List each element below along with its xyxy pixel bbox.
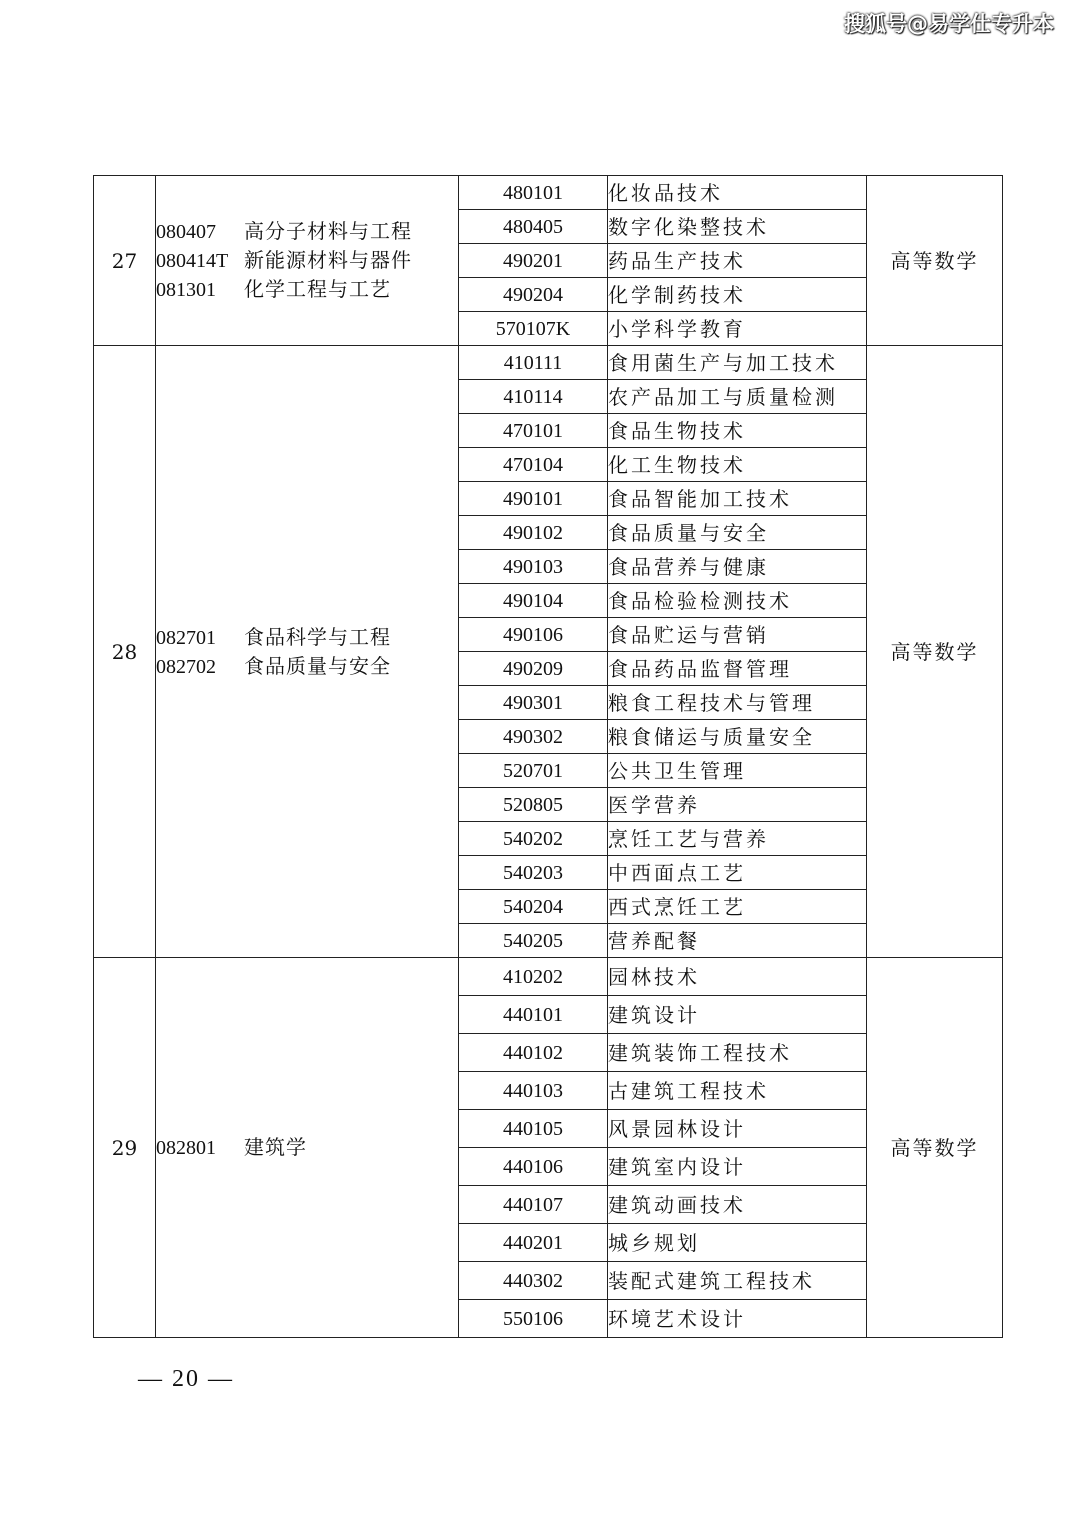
undergrad-major xyxy=(156,652,458,681)
vocational-major-code: 440105 xyxy=(459,1110,608,1148)
table-row xyxy=(94,176,1003,210)
vocational-major-name: 建筑设计 xyxy=(608,996,867,1034)
undergrad-major-code: 082702 xyxy=(156,655,216,678)
vocational-major-code: 470104 xyxy=(459,448,608,482)
table-row xyxy=(94,346,1003,380)
exam-subject: 高等数学 xyxy=(867,346,1003,958)
vocational-major-code: 480101 xyxy=(459,176,608,210)
vocational-major-code: 520805 xyxy=(459,788,608,822)
vocational-major-name: 食品质量与安全 xyxy=(608,516,867,550)
undergrad-major-name: 化学工程与工艺 xyxy=(244,277,391,301)
vocational-major-name: 建筑室内设计 xyxy=(608,1148,867,1186)
vocational-major-name: 数字化染整技术 xyxy=(608,210,867,244)
vocational-major-name: 营养配餐 xyxy=(608,924,867,958)
vocational-major-name: 小学科学教育 xyxy=(608,312,867,346)
vocational-major-code: 440106 xyxy=(459,1148,608,1186)
vocational-major-name: 食用菌生产与加工技术 xyxy=(608,346,867,380)
page-number: — 20 — xyxy=(138,1366,234,1392)
vocational-major-name: 公共卫生管理 xyxy=(608,754,867,788)
vocational-major-name: 化妆品技术 xyxy=(608,176,867,210)
undergrad-major-name: 高分子材料与工程 xyxy=(244,219,412,243)
vocational-major-name: 建筑装饰工程技术 xyxy=(608,1034,867,1072)
group-number: 29 xyxy=(94,958,156,1338)
vocational-major-name: 西式烹饪工艺 xyxy=(608,890,867,924)
undergrad-major-code: 081301 xyxy=(156,279,216,301)
vocational-major-code: 490201 xyxy=(459,244,608,278)
undergrad-major-name: 建筑学 xyxy=(244,1135,307,1159)
vocational-major-code: 490301 xyxy=(459,686,608,720)
vocational-major-code: 490302 xyxy=(459,720,608,754)
vocational-major-code: 410114 xyxy=(459,380,608,414)
vocational-major-code: 440103 xyxy=(459,1072,608,1110)
undergrad-major xyxy=(156,217,458,246)
vocational-major-code: 440201 xyxy=(459,1224,608,1262)
vocational-major-code: 540203 xyxy=(459,856,608,890)
vocational-major-name: 食品生物技术 xyxy=(608,414,867,448)
vocational-major-code: 570107K xyxy=(459,312,608,346)
vocational-major-code: 490104 xyxy=(459,584,608,618)
vocational-major-code: 440101 xyxy=(459,996,608,1034)
vocational-major-name: 中西面点工艺 xyxy=(608,856,867,890)
vocational-major-code: 490101 xyxy=(459,482,608,516)
vocational-major-name: 古建筑工程技术 xyxy=(608,1072,867,1110)
vocational-major-name: 化学制药技术 xyxy=(608,278,867,312)
vocational-major-code: 410111 xyxy=(459,346,608,380)
vocational-major-code: 470101 xyxy=(459,414,608,448)
table-row xyxy=(94,958,1003,996)
group-number: 28 xyxy=(94,346,156,958)
undergrad-major xyxy=(156,275,458,304)
vocational-major-name: 食品智能加工技术 xyxy=(608,482,867,516)
exam-subject: 高等数学 xyxy=(867,958,1003,1338)
vocational-major-code: 540205 xyxy=(459,924,608,958)
undergrad-major-code: 082701 xyxy=(156,626,216,649)
vocational-major-code: 440302 xyxy=(459,1262,608,1300)
watermark-text: 搜狐号@易学仕专升本 xyxy=(844,12,1054,36)
undergrad-major-code: 080414T xyxy=(156,250,229,272)
undergrad-major-name: 新能源材料与器件 xyxy=(244,248,412,272)
vocational-major-name: 烹饪工艺与营养 xyxy=(608,822,867,856)
vocational-major-name: 化工生物技术 xyxy=(608,448,867,482)
undergrad-major-code: 082801 xyxy=(156,1137,216,1159)
undergrad-major-name: 食品质量与安全 xyxy=(244,653,391,678)
exam-subject: 高等数学 xyxy=(867,176,1003,346)
vocational-major-code: 520701 xyxy=(459,754,608,788)
vocational-major-code: 490103 xyxy=(459,550,608,584)
vocational-major-code: 440107 xyxy=(459,1186,608,1224)
vocational-major-name: 装配式建筑工程技术 xyxy=(608,1262,867,1300)
vocational-major-code: 480405 xyxy=(459,210,608,244)
undergrad-major xyxy=(156,623,458,652)
undergrad-majors-cell xyxy=(156,958,459,1338)
undergrad-major-name: 食品科学与工程 xyxy=(244,624,391,649)
major-mapping-table xyxy=(93,175,1003,1338)
vocational-major-name: 食品营养与健康 xyxy=(608,550,867,584)
vocational-major-code: 540204 xyxy=(459,890,608,924)
vocational-major-name: 食品药品监督管理 xyxy=(608,652,867,686)
vocational-major-name: 环境艺术设计 xyxy=(608,1300,867,1338)
vocational-major-name: 食品检验检测技术 xyxy=(608,584,867,618)
vocational-major-code: 490204 xyxy=(459,278,608,312)
vocational-major-code: 550106 xyxy=(459,1300,608,1338)
vocational-major-code: 410202 xyxy=(459,958,608,996)
table-body xyxy=(94,176,1003,1338)
group-number: 27 xyxy=(94,176,156,346)
vocational-major-code: 490106 xyxy=(459,618,608,652)
vocational-major-code: 440102 xyxy=(459,1034,608,1072)
vocational-major-code: 540202 xyxy=(459,822,608,856)
undergrad-major xyxy=(156,1133,458,1162)
vocational-major-name: 医学营养 xyxy=(608,788,867,822)
vocational-major-code: 490209 xyxy=(459,652,608,686)
vocational-major-name: 食品贮运与营销 xyxy=(608,618,867,652)
vocational-major-name: 粮食工程技术与管理 xyxy=(608,686,867,720)
vocational-major-name: 粮食储运与质量安全 xyxy=(608,720,867,754)
vocational-major-name: 药品生产技术 xyxy=(608,244,867,278)
vocational-major-name: 园林技术 xyxy=(608,958,867,996)
undergrad-major xyxy=(156,246,458,275)
vocational-major-name: 城乡规划 xyxy=(608,1224,867,1262)
vocational-major-name: 农产品加工与质量检测 xyxy=(608,380,867,414)
vocational-major-name: 风景园林设计 xyxy=(608,1110,867,1148)
vocational-major-name: 建筑动画技术 xyxy=(608,1186,867,1224)
vocational-major-code: 490102 xyxy=(459,516,608,550)
undergrad-majors-cell xyxy=(156,346,459,958)
undergrad-major-code: 080407 xyxy=(156,221,216,243)
undergrad-majors-cell xyxy=(156,176,459,346)
